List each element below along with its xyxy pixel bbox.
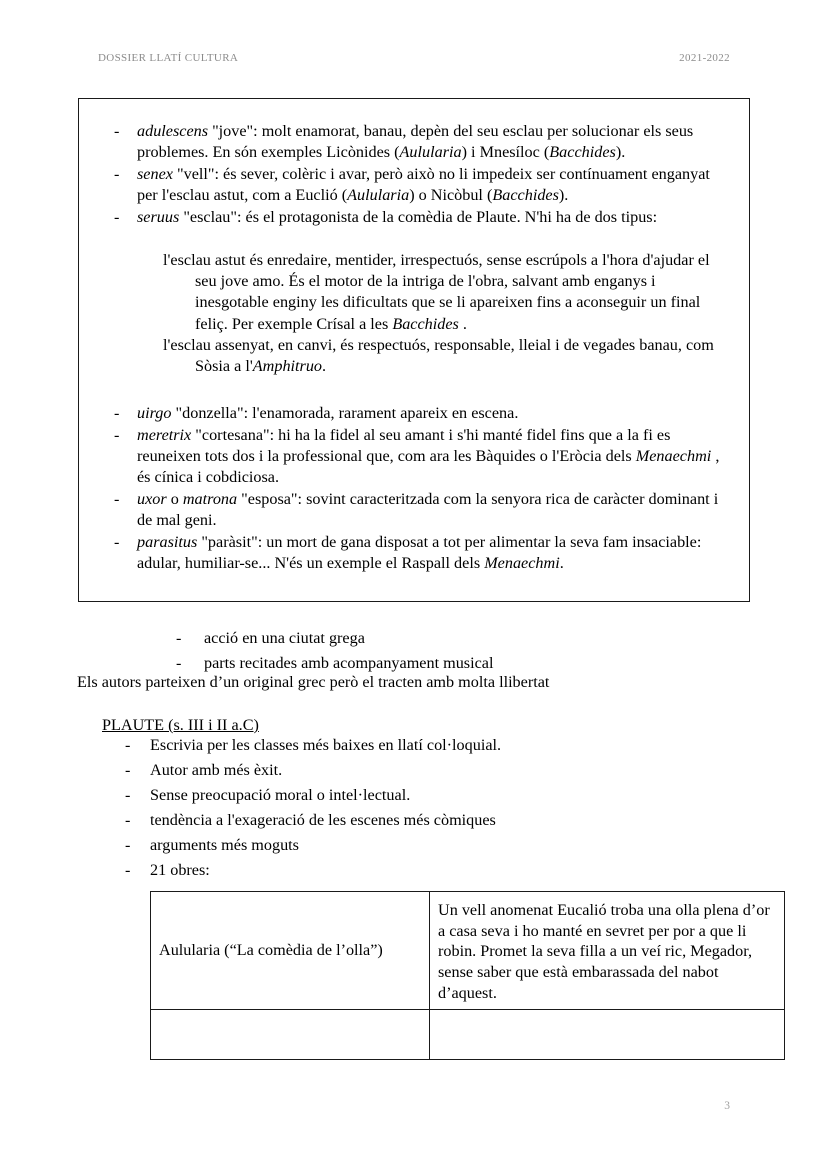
list-item: - acció en una ciutat grega [176,626,736,651]
term-description: "paràsit": un mort de gana disposat a tot per alimentar la seva fam insaciable: adular, humiliar-se... N'és un exemple el Raspall dels Menaechmi. [137,533,702,573]
school-year: 2021-2022 [679,52,730,64]
work-title-cell: Aulularia (“La comèdia de l’olla”) [151,892,430,1010]
list-item: - tendència a l'exageració de les escenes més còmiques [102,812,722,837]
plaute-section-heading: PLAUTE (s. III i II a.C) [102,716,259,734]
slave-subtype-paragraph: l'esclau assenyat, en canvi, és respectuós, responsable, lleial i de vegades banau, com Sòsia a l'Amphitruo. [163,335,714,375]
works-table [150,891,785,1060]
slave-subtypes-block [97,250,731,376]
term-description: "vell": és sever, colèric i avar, però això no li impedeix ser contínuament enganyat per l'esclau astut, com a Euclió (Aulularia) o Nicòbul (Bacchides). [137,165,710,205]
term-description: "esposa": sovint caracteritzada com la senyora rica de caràcter dominant i de mal geni. [137,489,719,529]
table-row [151,1009,785,1059]
table-row [151,892,785,1010]
term-description: "cortesana": hi ha la fidel al seu amant i s'hi manté fidel fins que a la fi es reuneixen tots dos i la professional que, com ara les Bàquides o l'Eròcia dels Menaechmi , és cínica i cobdiciosa. [137,425,720,486]
list-item [97,425,731,488]
term-latin: meretrix [137,425,192,444]
running-header [98,52,730,64]
list-item [97,121,731,163]
character-type-list-secondary [97,403,731,575]
term-description: "jove": molt enamorat, banau, depèn del seu esclau per solucionar els seus problemes. En són exemples Licònides (Aulularia) i Mnesíloc (Bacchides). [137,122,694,162]
term-latin: adulescens [137,122,209,140]
term-description: "esclau": és el protagonista de la comèdia de Plaute. N'hi ha de dos tipus: [179,208,658,227]
term-latin: uirgo [137,403,172,422]
spacer [97,377,731,403]
work-description-cell [430,1009,785,1059]
list-item [97,164,731,206]
term-latin: senex [137,165,173,184]
greek-features-list [176,626,736,676]
work-description-cell: Un vell anomenat Eucalió troba una olla plena d’or a casa seva i ho manté en sevret per por a que li robin. Promet la seva filla a un veí ric, Megador, sense saber que està embarassada del nabot d’aquest. [430,892,785,1010]
page-number: 3 [724,1100,730,1112]
list-item: - parts recitades amb acompanyament musical [176,651,736,676]
list-item [97,403,731,424]
list-item: - 21 obres: [102,862,722,887]
term-latin: parasitus [137,533,198,552]
slave-subtype-paragraph: l'esclau astut és enredaire, mentider, irrespectuós, sense escrúpols a l'hora d'ajudar el seu jove amo. És el motor de la intriga de l'obra, salvant amb enganys i inesgotable enginy les dificultats que se li apareixen fins a aconseguir un final feliç. Per exemple Crísal a les Bacchides . [163,251,710,333]
character-type-list-primary [97,121,731,228]
plaute-feature-list [102,737,722,887]
list-item: - Sense preocupació moral o intel·lectual. [102,787,722,812]
list-item: - Autor amb més èxit. [102,762,722,787]
list-item [97,532,731,574]
list-item: - arguments més moguts [102,837,722,862]
term-description: "donzella": l'enamorada, rarament apareix en escena. [171,403,519,422]
authors-note-line: Els autors parteixen d’un original grec però el tracten amb molta llibertat [77,673,550,691]
term-latin: seruus [137,208,180,227]
boxed-character-types-section [78,98,750,602]
term-latin: uxor o matrona [137,489,238,508]
work-title-cell [151,1009,430,1059]
list-item: - Escrivia per les classes més baixes en llatí col·loquial. [102,737,722,762]
list-item [97,489,731,531]
document-title: DOSSIER LLATÍ CULTURA [98,52,239,64]
list-item [97,207,731,228]
